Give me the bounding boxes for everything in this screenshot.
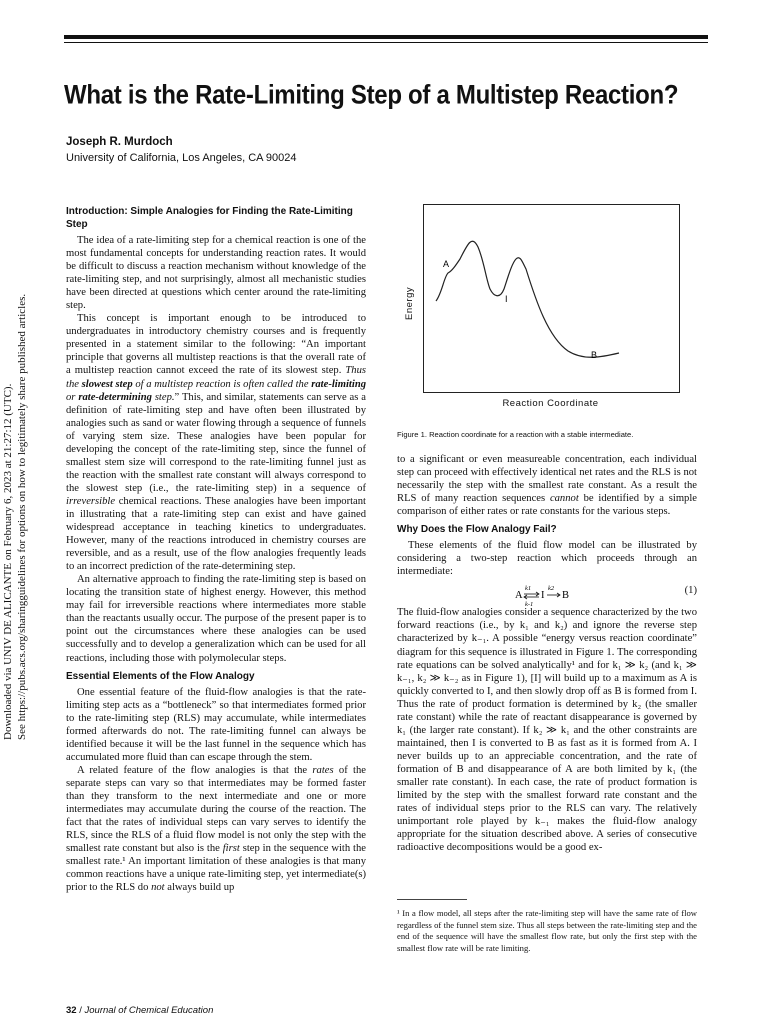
energy-curve	[436, 241, 619, 357]
author-affiliation: University of California, Los Angeles, CA 90024	[66, 152, 297, 164]
journal-name: Journal of Chemical Education	[84, 1005, 214, 1016]
equation-1	[397, 580, 697, 609]
why-paragraph-2: The fluid-flow analogies consider a sequence characterized by the two forward reactions (i.e., by k₁ and k₂) and ignore the reverse step characterized by k₋₁. A possible “energy versus reaction coordinate” diagram for this sequence is illustrated in Figure 1. The corresponding rate equations can be solved analytically¹ and for k₁ ≫ k₂ (and k₁ ≫ k₋₁, k₂ ≫ k₋₂ as in Figure 1), [I] will build up to a maximum as A is quickly converted to I, and then slowly drop off as B is formed from I. Thus the rate of product formation is determined by k₂ (the smaller rate constant) while the rate of reactant disappearance is governed by k₁ (the larger rate constant). If k₂ ≫ k₁ and the other constraints are maintained, then I is converted to B as fast as it is formed from A. I never builds up to an appreciable concentration, and the rate of formation of B and disappearance of A are both limited by k₁ (the smaller rate constant). In each case, the rate of product formation is limited by the step with the smallest forward rate constant and the rates of individual steps prior to the RLS can vary. The relatively unimportant role played by k₋₁ makes the fluid-flow analogy appropriate for the situation described above. A series of consecutive radioactive decompositions would be a good ex-	[397, 607, 697, 854]
author-name: Joseph R. Murdoch	[66, 136, 173, 148]
why-paragraph-1: These elements of the fluid flow model can be illustrated by considering a two-step reaction which proceeds through an intermediate:	[397, 540, 697, 578]
eq-k2: k2	[548, 585, 555, 593]
footnote: ¹ In a flow model, all steps after the rate-limiting step will have the same rate of flow regardless of the funnel stem size. Thus all steps between the rate-limiting step and the end of the sequence will have the smallest flow rate, but only the first step with the smallest flow rate will be rate limiting.	[397, 908, 697, 953]
article-title: What is the Rate-Limiting Step of a Multistep Reaction?	[64, 80, 679, 111]
margin-note-line-2: See https://pubs.acs.org/sharingguidelines for options on how to legitimately share published articles.	[16, 293, 28, 740]
x-axis-label: Reaction Coordinate	[502, 398, 599, 409]
page-number: 32	[66, 1005, 77, 1016]
equation-expression	[515, 584, 585, 608]
essential-paragraph-1: One essential feature of the fluid-flow analogies is that the rate-limiting step acts as a “bottleneck” so that intermediates formed prior to the rate-limiting step (RLS) may accumulate, while intermediates formed afterwards do not. The rate-limiting funnel can always be identified because it will be the last funnel in the sequence which has accumulated more fluid than can escape through the stem.	[66, 686, 366, 763]
right-paragraph-0: to a significant or even measureable concentration, each individual step can proceed with effectively identical net rates and the RLS is not necessarily the step with the smallest rate constant. As a result the RLS of many reaction sequences cannot be identified by a simple comparison of either rates or rate constants for the various steps.	[397, 454, 698, 518]
top-rule-thin	[64, 42, 708, 43]
figure-caption: Figure 1. Reaction coordinate for a reaction with a stable intermediate.	[397, 430, 634, 439]
intro-paragraph-1: The idea of a rate-limiting step for a chemical reaction is one of the most fundamental concepts for understanding reaction rates. It would be difficult to discuss a reaction mechanism without knowledge of the rate-limiting step, and not surprisingly, almost all mechanistic studies have been directed at questions which center around the rate-limiting step.	[66, 235, 366, 312]
essential-paragraph-2: A related feature of the flow analogies is that the rates of the separate steps can vary so that intermediates may be formed faster than they transform to the next intermediate and one or more intermediates may accumulate during the course of the reaction. The fact that the rates of individual steps can vary serves to identify the RLS, since the RLS of a fluid flow model is not only the step with the smallest rate constant but also is the first step in the sequence with the smallest rate.¹ An important limitation of these analogies is that many common reactions have a unique rate-limiting step, yet intermediate(s) prior to the RLS do not always build up	[66, 764, 366, 894]
margin-note-line-1: Downloaded via UNIV DE ALICANTE on February 6, 2023 at 21:27:12 (UTC).	[2, 383, 14, 740]
right-column	[397, 453, 697, 854]
y-axis-label: Energy	[404, 286, 415, 320]
essential-heading: Essential Elements of the Flow Analogy	[66, 670, 255, 682]
equation-number: (1)	[684, 585, 697, 597]
intro-heading: Introduction: Simple Analogies for Finding the Rate-Limiting Step	[66, 206, 353, 230]
eq-k1: k1	[525, 585, 532, 593]
download-margin-note	[2, 293, 36, 740]
footnote-rule	[397, 899, 467, 900]
why-heading: Why Does the Flow Analogy Fail?	[397, 524, 557, 536]
eq-product: B	[562, 590, 570, 602]
footer-separator: /	[79, 1005, 82, 1016]
label-b: B	[591, 350, 598, 360]
energy-diagram	[423, 204, 680, 393]
top-rule-thick	[64, 35, 708, 39]
page-footer	[66, 1005, 213, 1016]
eq-reactant: A	[515, 590, 523, 602]
intro-paragraph-3: An alternative approach to finding the rate-limiting step is based on locating the transition state of highest energy. However, this method may fail for irreversible reactions where intermediates more stable than the reactants usually occur. The purpose of the present paper is to point out the circumstances where these analogies can be used successfully and to develop a generalization which can be used for all reactions, including those with polymolecular steps.	[66, 574, 366, 664]
label-i: I	[505, 294, 508, 304]
left-column	[66, 205, 366, 894]
eq-k-1: k-1	[525, 601, 534, 609]
energy-curve-svg	[424, 205, 679, 392]
intro-paragraph-2: This concept is important enough to be introduced to undergraduates in introductory chemistry courses and is frequently presented in a statement similar to the following: “An important principle that governs all multistep reactions is that the overall rate of a multistep reaction cannot exceed the rate of its slowest step. Thus the slowest step of a multistep reaction is often called the rate-limiting or rate-determining step.” This, and similar, statements can serve as a definition of rate-limiting step and have often been illustrated by analogies such as sand or water flowing through a sequence of funnels of varying stem size. These analogies have been popular for developing the concept of the rate-limiting step, since the funnel of smallest stem size will correspond to the rate-limiting funnel just as the reaction with the smallest rate constant will always correspond to the slowest step (i.e., the rate-limiting step) in a sequence of irreversible chemical reactions. These analogies have been important in illustrating that a rate-limiting step can exist and have gained widespread acceptance in teaching kinetics to undergraduates. However, many of the reactions introduced in chemistry courses are reversible, and as a result, use of the flow analogies frequently leads to an incorrect prediction of the rate-determining step.	[66, 313, 367, 573]
label-a: A	[443, 259, 450, 269]
eq-intermediate: I	[541, 590, 545, 602]
